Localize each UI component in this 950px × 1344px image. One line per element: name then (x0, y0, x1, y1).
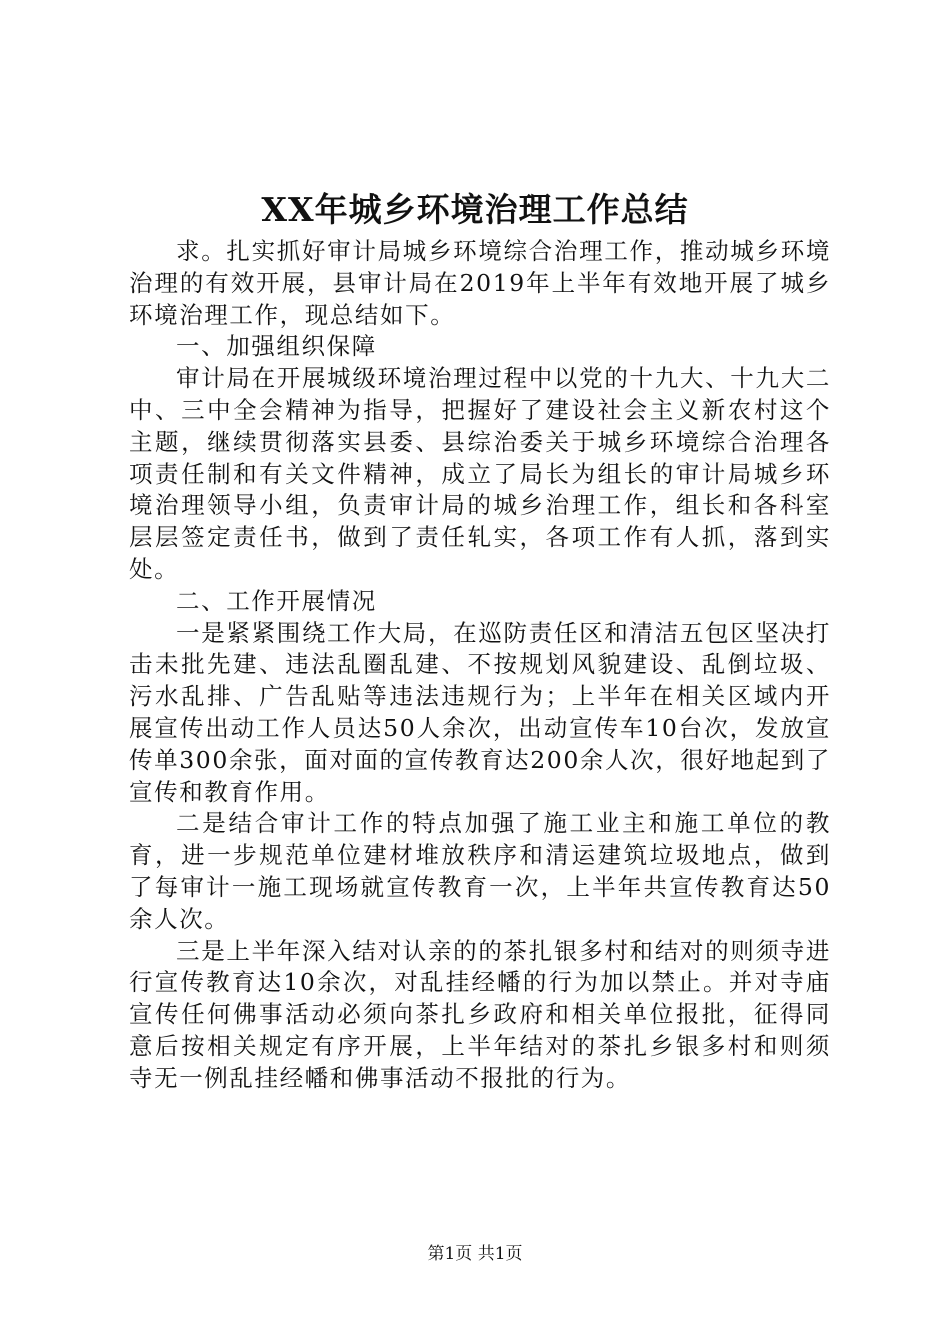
document-title: XX年城乡环境治理工作总结 (261, 190, 689, 229)
paragraph-item-two: 二是结合审计工作的特点加强了施工业主和施工单位的教育，进一步规范单位建材堆放秩序和清运建筑垃圾地点，做到了每审计一施工现场就宣传教育一次，上半年共宣传教育达50余人次。 (129, 809, 831, 933)
paragraph-organization: 审计局在开展城级环境治理过程中以党的十九大、十九大二中、三中全会精神为指导，把握好了建设社会主义新农村这个主题，继续贯彻落实县委、县综治委关于城乡环境综合治理各项责任制和有关文件精神，成立了局长为组长的审计局城乡环境治理领导小组，负责审计局的城乡治理工作，组长和各科室层层签定责任书，做到了责任轧实，各项工作有人抓，落到实处。 (129, 364, 831, 583)
paragraph-item-one: 一是紧紧围绕工作大局，在巡防责任区和清洁五包区坚决打击未批先建、违法乱圈乱建、不按规划风貌建设、乱倒垃圾、污水乱排、广告乱贴等违法违规行为；上半年在相关区域内开展宣传出动工作人员达50人余次，出动宣传车10台次，发放宣传单300余张，面对面的宣传教育达200余人次，很好地起到了宣传和教育作用。 (129, 618, 831, 806)
paragraph-item-three: 三是上半年深入结对认亲的的茶扎银多村和结对的则须寺进行宣传教育达10余次，对乱挂经幡的行为加以禁止。并对寺庙宣传任何佛事活动必须向茶扎乡政府和相关单位报批，征得同意后按相关规定有序开展，上半年结对的茶扎乡银多村和则须寺无一例乱挂经幡和佛事活动不报批的行为。 (129, 936, 831, 1092)
paragraph-intro: 求。扎实抓好审计局城乡环境综合治理工作，推动城乡环境治理的有效开展，县审计局在2019年上半年有效地开展了城乡环境治理工作，现总结如下。 (129, 237, 831, 329)
section-heading-work-progress: 二、工作开展情况 (176, 586, 377, 615)
page-number-footer: 第1页 共1页 (427, 1244, 523, 1264)
document-body (129, 236, 831, 1095)
section-heading-organization: 一、加强组织保障 (176, 332, 377, 361)
